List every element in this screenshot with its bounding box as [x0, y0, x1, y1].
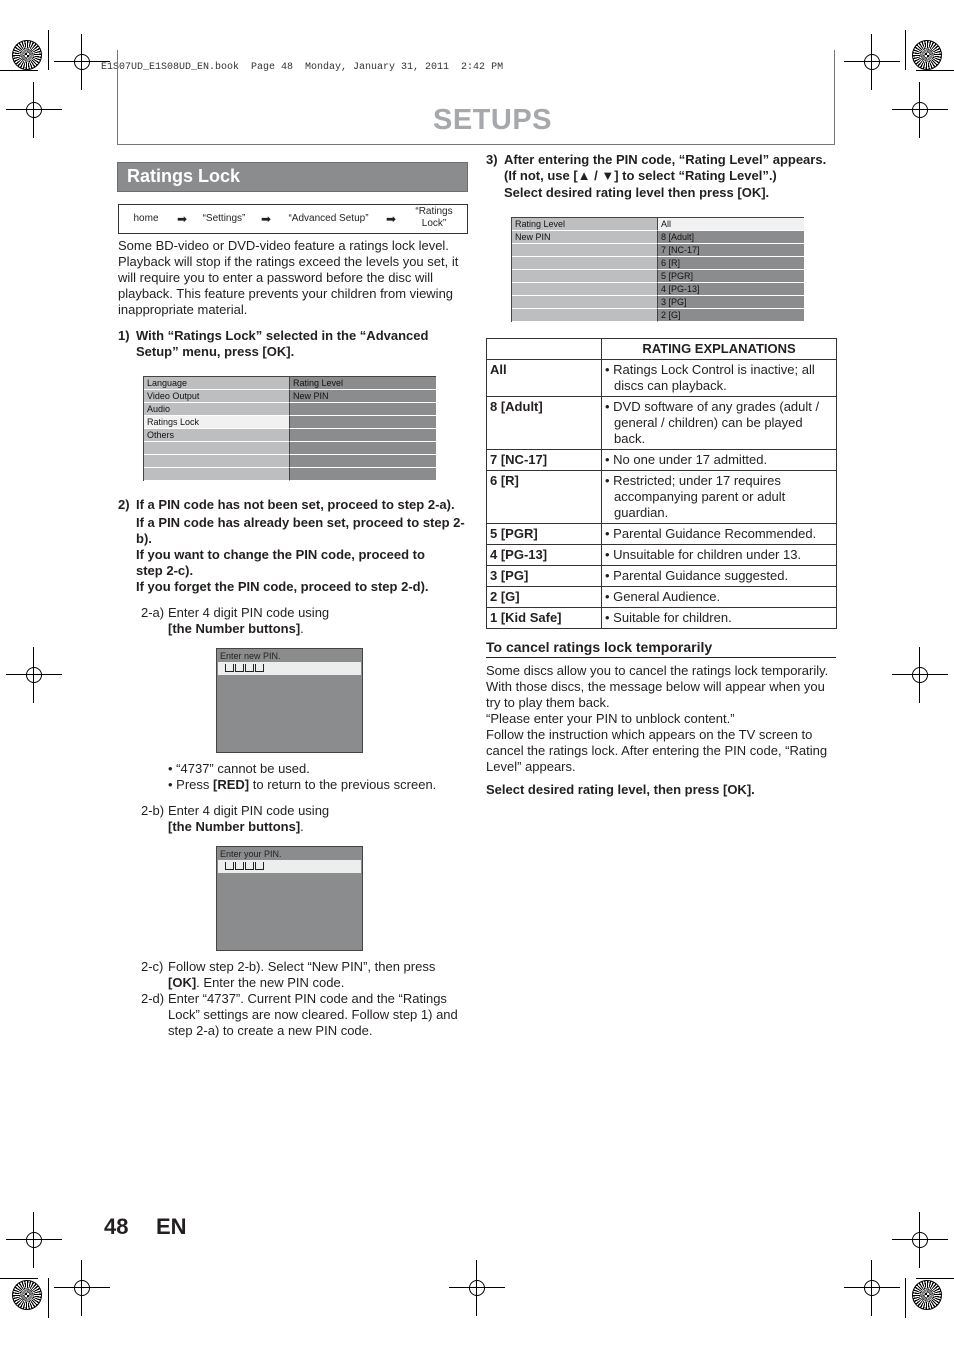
substep-text-part: . Enter the new PIN code. [196, 975, 345, 990]
rating-code: 8 [Adult] [487, 397, 602, 450]
menu-cell[interactable]: New PIN [512, 231, 658, 244]
menu-cell[interactable]: New PIN [290, 390, 436, 403]
crosshair-mark-icon [68, 1274, 96, 1302]
screen-title: Enter new PIN. [220, 651, 281, 661]
menu-cell[interactable] [144, 468, 290, 481]
crop-mark [916, 70, 954, 71]
bullet-item: • “4737” cannot be used. [168, 761, 310, 776]
step3-line: Select desired rating level then press [OK]. [504, 185, 770, 200]
rating-explanation-text: No one under 17 admitted. [613, 452, 768, 467]
table-row [487, 566, 837, 587]
menu-cell[interactable]: All [658, 218, 804, 231]
breadcrumb-item: home [133, 213, 159, 224]
registration-starburst-icon [12, 40, 42, 70]
table-row [487, 471, 837, 524]
bullet-icon: • [605, 547, 614, 562]
step2-line: If a PIN code has already been set, proceed to step 2-b). [136, 515, 465, 546]
rating-code: All [487, 360, 602, 397]
arrow-right-icon: ➡ [386, 212, 397, 226]
table-row [487, 360, 837, 397]
page-number: 48 [104, 1214, 129, 1239]
page-language: EN [156, 1214, 187, 1239]
rating-explanation [602, 360, 837, 397]
menu-cell[interactable] [290, 429, 436, 442]
menu-cell[interactable] [512, 270, 658, 283]
step2-line: If a PIN code has not been set, proceed to step 2-a). [136, 497, 455, 512]
chapter-title: SETUPS [433, 104, 553, 136]
menu-cell[interactable]: Rating Level [512, 218, 658, 231]
number-buttons-label: [the Number buttons] [168, 819, 301, 834]
rating-explanation [602, 471, 837, 524]
menu-cell[interactable]: Video Output [144, 390, 290, 403]
rating-explanation [602, 450, 837, 471]
step3-line: (If not, use [▲ / ▼] to select “Rating Level”.) [504, 168, 777, 183]
menu-cell[interactable] [512, 309, 658, 322]
rating-code: 2 [G] [487, 587, 602, 608]
table-row [487, 587, 837, 608]
menu-cell[interactable]: 7 [NC-17] [658, 244, 804, 257]
rating-explanation [602, 587, 837, 608]
rating-explanation-text: Ratings Lock Control is inactive; all discs can playback. [613, 362, 815, 393]
rating-code: 6 [R] [487, 471, 602, 524]
cancel-quote: “Please enter your PIN to unblock content.” [486, 711, 735, 726]
bullet-text: “4737” cannot be used. [176, 761, 310, 776]
table-row [487, 524, 837, 545]
menu-cell[interactable]: Others [144, 429, 290, 442]
advanced-setup-menu [143, 376, 436, 481]
step3-line: After entering the PIN code, “Rating Level” appears. [504, 152, 827, 167]
substep-text-part: Enter 4 digit PIN code using [168, 803, 330, 818]
crop-mark [916, 1278, 954, 1279]
rating-explanation-text: Restricted; under 17 requires accompanying parent or adult guardian. [613, 473, 786, 520]
menu-cell[interactable]: 2 [G] [658, 309, 804, 322]
rating-explanation-text: General Audience. [613, 589, 721, 604]
step2-line: If you want to change the PIN code, proceed to step 2-c). [136, 547, 425, 578]
bullet-icon: • [605, 473, 614, 488]
pin-input-field[interactable] [218, 662, 361, 675]
substep-label: 2-c) [141, 959, 164, 974]
table-header-cell [487, 339, 602, 360]
breadcrumb-item: “Settings” [202, 213, 246, 224]
intro-paragraph: Some BD-video or DVD-video feature a ratings lock level. Playback will stop if the ratings exceed the levels you set, it will require you to enter a password before the disc will playback. This feature prevents your children from viewing inappropriate material. [118, 238, 459, 317]
menu-cell[interactable]: Rating Level [290, 377, 436, 390]
registration-starburst-icon [912, 40, 942, 70]
menu-cell[interactable] [144, 455, 290, 468]
cancel-body: Follow the instruction which appears on the TV screen to cancel the ratings lock. After entering the PIN code, “Rating Level” appears. [486, 727, 828, 774]
menu-cell[interactable] [512, 257, 658, 270]
rating-level-menu [511, 217, 804, 322]
breadcrumb-item: “Advanced Setup” [288, 213, 369, 224]
substep-text: Enter “4737”. Current PIN code and the “Ratings Lock” settings are now cleared. Follow step 1) and step 2-a) to create a new PIN code. [168, 991, 458, 1038]
menu-cell[interactable] [144, 442, 290, 455]
menu-cell[interactable]: Language [144, 377, 290, 390]
section-title: Ratings Lock [127, 166, 241, 186]
crop-mark [48, 30, 49, 70]
crosshair-mark-icon [20, 96, 48, 124]
screen-title: Enter your PIN. [220, 849, 282, 859]
rating-explanations-table [486, 338, 837, 629]
menu-cell[interactable] [512, 283, 658, 296]
rating-explanation-text: DVD software of any grades (adult / general / children) can be played back. [613, 399, 820, 446]
bullet-icon: • [605, 452, 614, 467]
rating-code: 7 [NC-17] [487, 450, 602, 471]
substep-label: 2-b) [141, 803, 165, 818]
menu-cell[interactable] [290, 468, 436, 481]
rating-explanation-text: Parental Guidance Recommended. [613, 526, 817, 541]
registration-starburst-icon [12, 1280, 42, 1310]
rating-code: 1 [Kid Safe] [487, 608, 602, 629]
menu-cell[interactable] [290, 416, 436, 429]
table-row [487, 545, 837, 566]
menu-cell[interactable] [290, 403, 436, 416]
crop-mark [48, 1278, 49, 1318]
rating-code: 3 [PG] [487, 566, 602, 587]
cancel-heading: To cancel ratings lock temporarily [486, 639, 836, 658]
menu-cell[interactable]: 3 [PG] [658, 296, 804, 309]
crosshair-mark-icon [858, 1274, 886, 1302]
bullet-item: • Press [RED] to return to the previous screen. [168, 777, 437, 792]
rating-explanation [602, 524, 837, 545]
table-header-cell: RATING EXPLANATIONS [602, 339, 837, 360]
rating-explanation [602, 397, 837, 450]
menu-cell[interactable]: 5 [PGR] [658, 270, 804, 283]
crop-mark [905, 1278, 906, 1318]
rating-explanation [602, 608, 837, 629]
menu-cell[interactable]: Audio [144, 403, 290, 416]
cancel-final-instruction: Select desired rating level, then press [OK]. [486, 782, 755, 797]
red-button-label: [RED] [213, 777, 250, 792]
bullet-icon: • [605, 362, 614, 377]
substep-label: 2-d) [141, 991, 165, 1006]
menu-cell[interactable]: 6 [R] [658, 257, 804, 270]
registration-starburst-icon [912, 1280, 942, 1310]
breadcrumb-item: “Ratings Lock” [415, 206, 453, 229]
step1-text: With “Ratings Lock” selected in the “Advanced Setup” menu, press [OK]. [136, 328, 429, 359]
bullet-text: to return to the previous screen. [249, 777, 437, 792]
menu-cell[interactable] [512, 296, 658, 309]
enter-new-pin-screen [216, 648, 363, 753]
table-row [487, 397, 837, 450]
crosshair-mark-icon [906, 1226, 934, 1254]
rating-explanation-text: Unsuitable for children under 13. [613, 547, 802, 562]
crop-mark [0, 1278, 38, 1279]
crosshair-mark-icon [68, 48, 96, 76]
substep-text: Enter 4 digit PIN code using [the Number buttons]. [168, 803, 330, 834]
crosshair-mark-icon [858, 48, 886, 76]
table-row [487, 608, 837, 629]
substep-text-part: Enter 4 digit PIN code using [168, 605, 330, 620]
arrow-right-icon: ➡ [261, 212, 272, 226]
substep-text-part: Follow step 2-b). Select “New PIN”, then press [168, 959, 436, 974]
crosshair-mark-icon [463, 1274, 491, 1302]
crosshair-mark-icon [906, 661, 934, 689]
crosshair-mark-icon [20, 661, 48, 689]
arrow-right-icon: ➡ [177, 212, 188, 226]
menu-cell[interactable]: 8 [Adult] [658, 231, 804, 244]
ok-button-label: [OK] [168, 975, 197, 990]
crop-mark [905, 30, 906, 70]
rating-explanation [602, 566, 837, 587]
crosshair-mark-icon [20, 1226, 48, 1254]
number-buttons-label: [the Number buttons] [168, 621, 301, 636]
bullet-icon: • [605, 589, 614, 604]
pin-input-field[interactable] [218, 860, 361, 873]
bullet-icon: • [605, 568, 614, 583]
enter-your-pin-screen [216, 846, 363, 951]
bullet-text: Press [176, 777, 214, 792]
rating-explanation-text: Suitable for children. [613, 610, 732, 625]
substep-label: 2-a) [141, 605, 165, 620]
step2-line: If you forget the PIN code, proceed to step 2-d). [136, 579, 429, 594]
rating-explanation-text: Parental Guidance suggested. [613, 568, 789, 583]
rating-code: 4 [PG-13] [487, 545, 602, 566]
substep-text: Enter 4 digit PIN code using [the Number buttons]. [168, 605, 330, 636]
rating-explanation [602, 545, 837, 566]
menu-cell[interactable] [512, 244, 658, 257]
bullet-icon: • [605, 399, 614, 414]
print-header-line: E1S07UD_E1S08UD_EN.book Page 48 Monday, January 31, 2011 2:42 PM [101, 62, 504, 73]
bullet-icon: • [605, 610, 614, 625]
step-number: 1) [118, 328, 130, 343]
menu-cell[interactable]: 4 [PG-13] [658, 283, 804, 296]
menu-cell[interactable] [290, 455, 436, 468]
substep-text [168, 959, 468, 991]
breadcrumb [118, 204, 468, 234]
cancel-body: Some discs allow you to cancel the ratings lock temporarily. With those discs, the message below will appear when you try to play them back. [486, 663, 829, 710]
table-header-row [487, 339, 837, 360]
table-row [487, 450, 837, 471]
step-number: 2) [118, 497, 130, 512]
rating-code: 5 [PGR] [487, 524, 602, 545]
crop-mark [0, 70, 38, 71]
bullet-icon: • [605, 526, 614, 541]
menu-cell[interactable]: Ratings Lock [144, 416, 290, 429]
menu-cell[interactable] [290, 442, 436, 455]
step-number: 3) [486, 152, 498, 167]
crosshair-mark-icon [906, 96, 934, 124]
